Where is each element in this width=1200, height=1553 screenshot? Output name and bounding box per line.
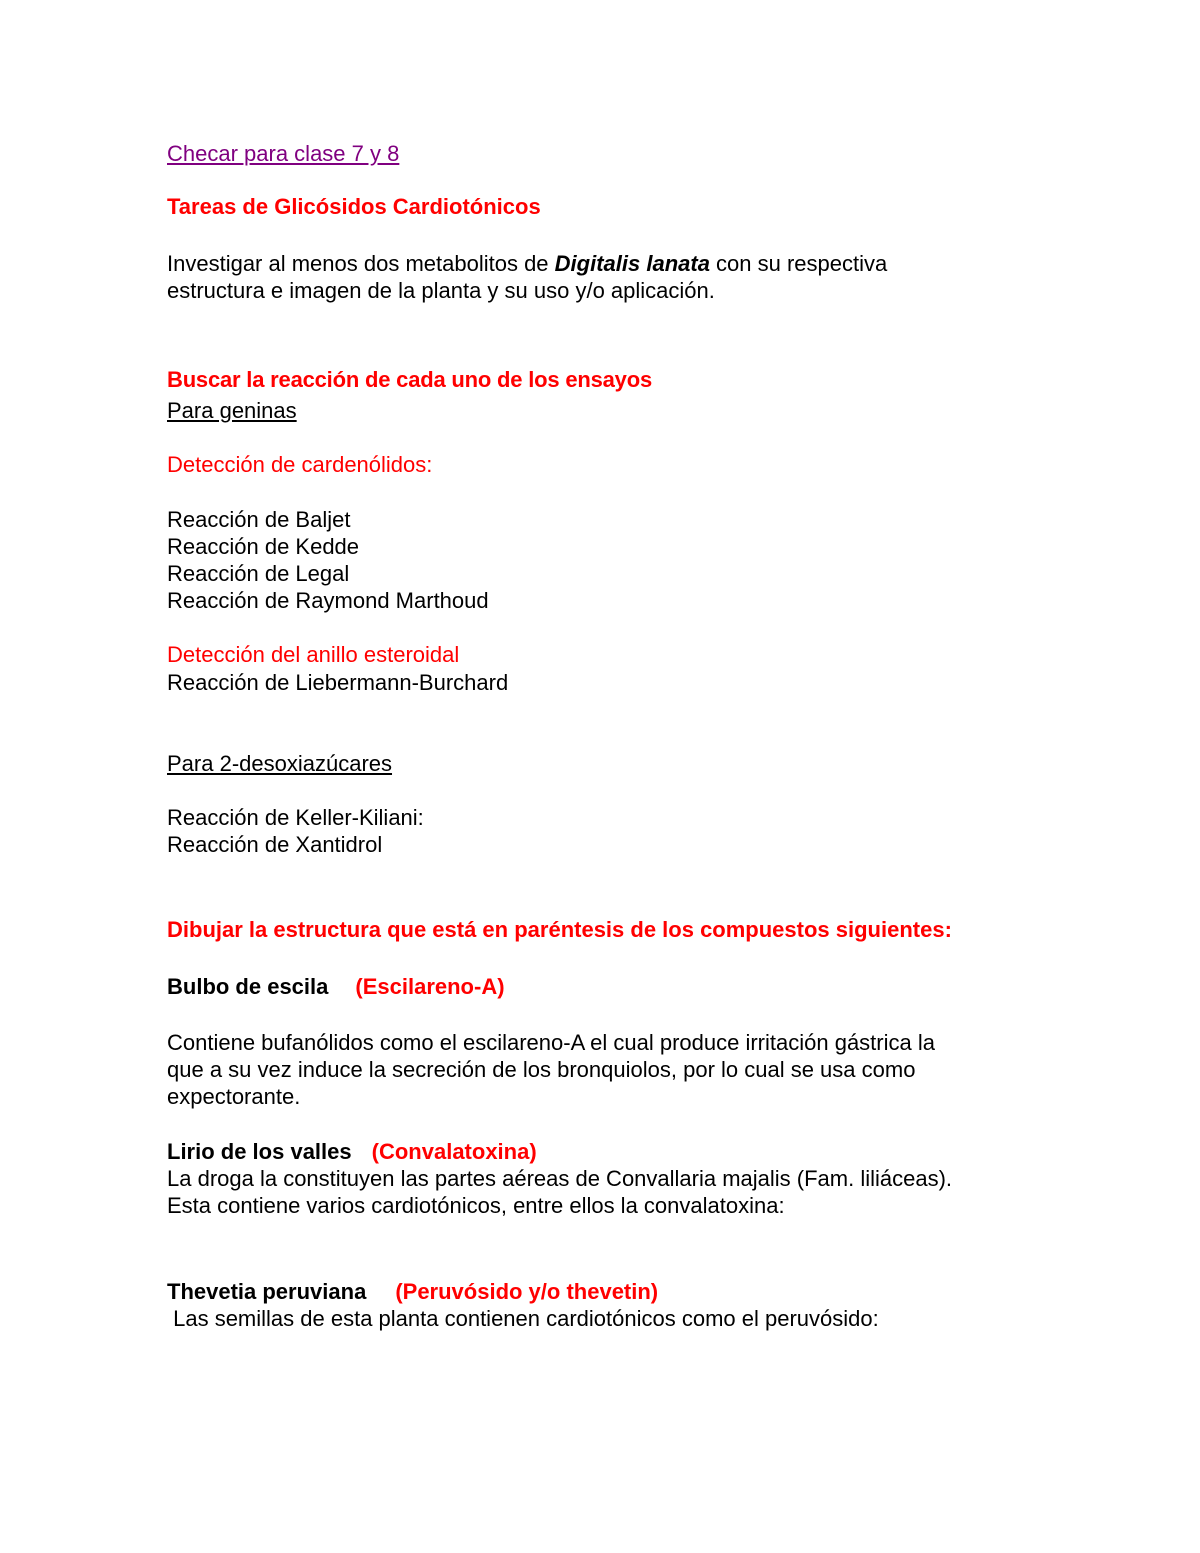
- compound-description-line: Las semillas de esta planta contienen cardiotónicos como el peruvósido:: [167, 1306, 879, 1331]
- investigar-text-after: con su respectiva: [709, 251, 888, 276]
- compound-description-line: que a su vez induce la secreción de los bronquiolos, por lo cual se usa como: [167, 1057, 916, 1082]
- compound-heading: [167, 1138, 537, 1165]
- compound-structure: (Convalatoxina): [371, 1139, 537, 1164]
- heading-dibujar: Dibujar la estructura que está en paréntesis de los compuestos siguientes:: [167, 917, 952, 942]
- compound-name: Thevetia peruviana: [167, 1279, 367, 1304]
- list-item: Reacción de Legal: [167, 561, 350, 586]
- compound-name: Bulbo de escila: [167, 974, 329, 999]
- compound-heading: [167, 973, 505, 1000]
- list-item: Reacción de Raymond Marthoud: [167, 588, 489, 613]
- investigar-line-2: estructura e imagen de la planta y su uso y/o aplicación.: [167, 278, 715, 303]
- list-item: Reacción de Kedde: [167, 534, 360, 559]
- compound-heading: [167, 1278, 658, 1305]
- compound-structure: (Peruvósido y/o thevetin): [395, 1279, 659, 1304]
- list-item: Reacción de Keller-Kiliani:: [167, 805, 424, 830]
- subheading-para-geninas: Para geninas: [167, 398, 297, 423]
- list-item: Reacción de Baljet: [167, 507, 351, 532]
- list-item: Reacción de Liebermann-Burchard: [167, 670, 509, 695]
- heading-buscar: Buscar la reacción de cada uno de los ensayos: [167, 367, 652, 392]
- compound-name: Lirio de los valles: [167, 1139, 352, 1164]
- compound-description-line: Contiene bufanólidos como el escilareno-A el cual produce irritación gástrica la: [167, 1030, 935, 1055]
- investigar-line-1: [167, 250, 887, 277]
- subheading-deteccion-anillo: Detección del anillo esteroidal: [167, 642, 460, 667]
- investigar-text-before: Investigar al menos dos metabolitos de: [167, 251, 555, 276]
- compound-description-line: Esta contiene varios cardiotónicos, entre ellos la convalatoxina:: [167, 1193, 785, 1218]
- compound-description-line: La droga la constituyen las partes aéreas de Convallaria majalis (Fam. liliáceas).: [167, 1166, 953, 1191]
- heading-tareas: Tareas de Glicósidos Cardiotónicos: [167, 194, 541, 219]
- subheading-deteccion-cardenolidos: Detección de cardenólidos:: [167, 452, 433, 477]
- subheading-para-desoxiazucares: Para 2-desoxiazúcares: [167, 751, 393, 776]
- compound-structure: (Escilareno-A): [355, 974, 505, 999]
- compound-description-line: expectorante.: [167, 1084, 301, 1109]
- document-title: Checar para clase 7 y 8: [167, 141, 400, 166]
- list-item: Reacción de Xantidrol: [167, 832, 383, 857]
- species-name: Digitalis lanata: [554, 251, 710, 276]
